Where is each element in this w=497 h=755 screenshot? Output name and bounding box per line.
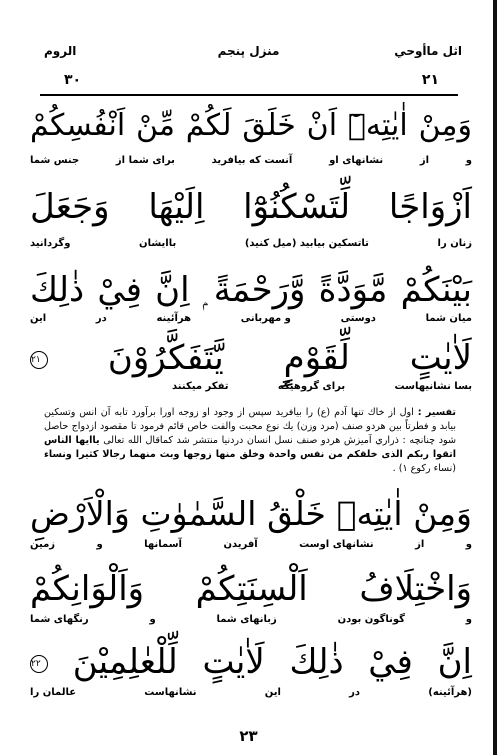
gloss-word: اين	[264, 687, 281, 698]
gloss-word: و	[149, 614, 156, 625]
header-manzil: منزل پنجم	[217, 44, 280, 58]
gloss-word: (هرآئينه)	[428, 687, 472, 698]
verse-line-4: لَاٰيٰتٍ لِّقَوْمٍ يَّتَفَكَّرُوْنَ ۲۱	[31, 338, 473, 378]
gloss-word: گوناگون بودن	[337, 614, 405, 625]
gloss-word: آفريدن	[223, 539, 258, 550]
gloss-word: تفكر ميكنند	[172, 381, 229, 392]
gloss-word: زبانهاى شما	[216, 614, 277, 625]
gloss-line-1	[30, 154, 472, 168]
verse-number-mark: ۲۲	[30, 655, 48, 673]
header-juz-title: اثل ماأوحي	[394, 44, 462, 58]
juz-number: ۲۱	[421, 72, 439, 88]
gloss-word: نشانهاى او	[329, 155, 384, 166]
tafsir-reference: (نساء ركوع ۱) .	[392, 463, 456, 474]
gloss-word: تاتسكين بيابيد (ميل كنيد)	[244, 238, 369, 249]
gloss-word: از	[415, 539, 425, 550]
gloss-word: عالمان را	[30, 687, 77, 698]
gloss-word: زنان را	[437, 238, 472, 249]
gloss-word: آنست كه بيافريد	[211, 155, 293, 166]
gloss-word: ميان شما	[425, 313, 472, 324]
gloss-word: جنس شما	[30, 155, 80, 166]
gloss-line-2	[30, 237, 472, 251]
verse-line-7: اِنَّ فِيْ ذٰلِكَ لَاٰيٰتٍ لِّلْعٰلِمِيْنَ ۲۲	[31, 642, 473, 682]
verse-number-mark: ۲۱	[30, 351, 48, 369]
verse-line-5: وَمِنْ اٰيٰتِهٖ خَلْقُ السَّمٰوٰتِ وَالْاَرْضِ	[30, 494, 472, 533]
gloss-word: وگردانيد	[30, 238, 71, 249]
gloss-word: رنگهاى شما	[30, 614, 89, 625]
gloss-word: نشانهاى اوست	[299, 539, 374, 550]
verse-line-1: وَمِنْ اٰيٰتِهٖٓ اَنْ خَلَقَ لَكُمْ مِّنْ اَنْفُسِكُمْ	[30, 108, 472, 143]
gloss-word: در	[349, 687, 361, 698]
gloss-word: و	[465, 614, 472, 625]
gloss-line-6	[30, 613, 472, 627]
gloss-word: نشانهاست	[144, 687, 197, 698]
gloss-word: و مهربانى	[240, 313, 291, 324]
top-page-number: ۳۰	[64, 72, 82, 88]
page-edge-border	[493, 0, 497, 755]
gloss-line-3	[30, 312, 472, 326]
verse-line-2: اَزْوَاجًا لِّتَسْكُنُوْٓا اِلَيْهَا وَجَعَلَ	[30, 187, 472, 227]
verse-line-6: وَاخْتِلَافُ اَلْسِنَتِكُمْ وَاَلْوَانِكُمْ	[30, 569, 472, 609]
header-surah-name: الروم	[44, 44, 77, 58]
gloss-word: و	[465, 155, 472, 166]
gloss-line-4	[172, 380, 472, 394]
gloss-word: دوستى	[340, 313, 376, 324]
gloss-word: زمين	[30, 539, 56, 550]
gloss-line-5	[30, 538, 472, 552]
gloss-word: هرآئينه	[156, 313, 192, 324]
gloss-word: و	[96, 539, 103, 550]
verse-line-3: بَيْنَكُمْ مَّوَدَّةً وَّرَحْمَةً ۭ اِنَّ فِيْ ذٰلِكَ	[30, 270, 472, 310]
header-rule	[40, 94, 458, 96]
gloss-line-7	[30, 686, 472, 700]
gloss-word: از	[419, 155, 430, 166]
tafsir-paragraph	[44, 406, 456, 476]
gloss-word: باايشان	[139, 238, 177, 249]
gloss-word: آسمانها	[144, 539, 182, 550]
gloss-word: و	[465, 539, 472, 550]
gloss-word: براى گروهيكه	[277, 381, 346, 392]
gloss-word: اين	[30, 313, 47, 324]
tafsir-text: اول از خاك تنها آدم (ع) را بيافريد سپس از وجود او زوجه اورا برآورد تابه آن انس وتسكين بيابد و فطرتاً بين هردو صنف (مرد وزن) يك نوع محبت والفت خاص قائم فرمود تا مقصود ازدواج حاصل شود چنانچه : ذراري آميزش هردو صنف نسل انسان دردنيا منتشر شد كماقال الله تعالى	[44, 407, 456, 446]
page-number: ۲۳	[239, 727, 258, 745]
gloss-word: براى شما از	[115, 155, 175, 166]
gloss-word: بسا نشانيهاست	[394, 381, 472, 392]
tafsir-label: تفسير :	[417, 407, 456, 418]
tafsir-quote: ياايها الناس اتقوا ربكم الذى خلقكم من نفس واحدة وخلق منها زوجها وبث منهما رجالا كثيرا ونساء	[44, 435, 456, 460]
gloss-word: در	[95, 313, 107, 324]
